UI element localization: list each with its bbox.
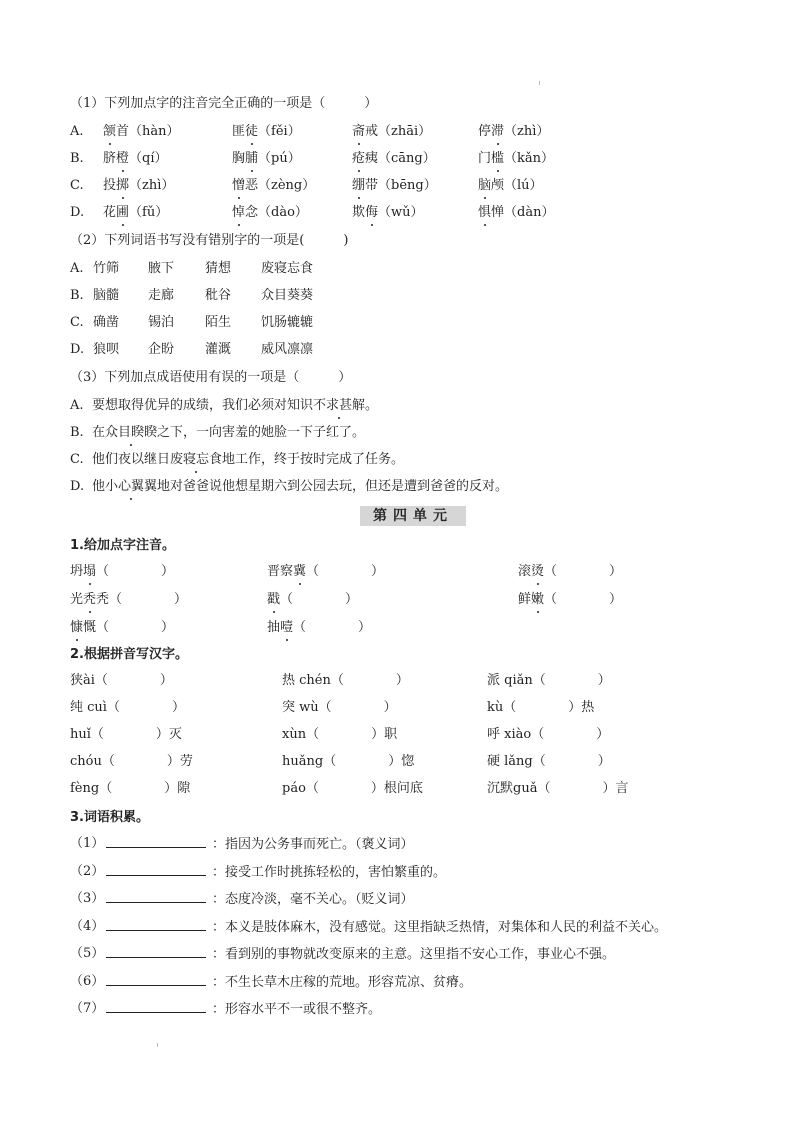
s3-definition: ：态度冷淡，毫不关心。（贬义词） bbox=[212, 892, 414, 907]
s1-item bbox=[518, 592, 622, 607]
s1-item bbox=[267, 620, 371, 635]
q3-sentence bbox=[92, 450, 404, 470]
s1-item bbox=[267, 564, 384, 579]
text: 念（dào） bbox=[245, 205, 308, 220]
q1-word-cell bbox=[352, 203, 424, 223]
s2-item: huǐ（ ）灭 bbox=[70, 727, 182, 742]
q1-word-cell bbox=[478, 176, 543, 196]
dotted-char: 烫 bbox=[531, 562, 544, 582]
dotted-char: 疮 bbox=[352, 149, 365, 169]
q1-word-cell bbox=[232, 122, 301, 142]
s2-row bbox=[0, 725, 794, 745]
answer-blank[interactable] bbox=[106, 972, 206, 986]
text: 秃（ ） bbox=[96, 592, 188, 607]
q3-sentence bbox=[92, 396, 378, 416]
s3-definition: ：本义是肢体麻木，没有感觉。这里指缺乏热情，对集体和人民的利益不关心。 bbox=[212, 919, 668, 935]
s3-item-row bbox=[0, 917, 794, 937]
s3-item-row bbox=[0, 972, 794, 992]
q1-word-cell bbox=[352, 176, 437, 196]
text: 痍（cāng） bbox=[365, 151, 436, 166]
option-label: C. bbox=[70, 315, 84, 330]
q3-option-row bbox=[0, 396, 794, 416]
text: （fěi） bbox=[258, 124, 301, 139]
q1-word-cell bbox=[103, 203, 168, 223]
text: （ ） bbox=[544, 564, 623, 579]
s1-item-cell bbox=[518, 562, 622, 582]
dotted-char: 惧 bbox=[478, 203, 491, 223]
dotted-char: 悼 bbox=[232, 203, 245, 223]
s3-item-body bbox=[106, 944, 615, 965]
dotted-char: 掷 bbox=[116, 176, 129, 196]
s1-row bbox=[0, 562, 794, 582]
text: 鲜 bbox=[518, 592, 532, 607]
option-label: D. bbox=[70, 205, 85, 220]
q2-stem-line bbox=[0, 231, 794, 251]
q1-word bbox=[478, 124, 549, 139]
dotted-char: 脯 bbox=[245, 149, 258, 169]
text: 颅（lú） bbox=[491, 178, 543, 193]
q1-word bbox=[352, 151, 436, 166]
s3-item-body bbox=[106, 889, 414, 910]
q1-word bbox=[352, 205, 424, 220]
s2-row bbox=[0, 671, 794, 691]
text: （ ） bbox=[280, 592, 359, 607]
s2-row bbox=[0, 698, 794, 718]
q1-word bbox=[103, 124, 180, 139]
q2-word: 锡泊 bbox=[148, 315, 175, 330]
q1-word-cell bbox=[103, 176, 174, 196]
q2-word: 饥肠辘辘 bbox=[261, 315, 314, 330]
s3-item-number: （3） bbox=[70, 891, 105, 906]
q2-word: 腋下 bbox=[148, 261, 175, 276]
s2-item: 呼 xiào（ ） bbox=[487, 727, 610, 742]
text: 光 bbox=[70, 592, 84, 607]
s3-item-row bbox=[0, 889, 794, 909]
text: 欺 bbox=[352, 205, 366, 220]
q3-stem: （3）下列加点成语使用有误的一项是（ ） bbox=[70, 370, 352, 385]
text: 胸 bbox=[232, 151, 246, 166]
s2-item: 沉默guǎ（ ）言 bbox=[487, 781, 629, 796]
text: 慨（ ） bbox=[83, 620, 175, 635]
dotted-char: 憎 bbox=[232, 176, 245, 196]
text: （pú） bbox=[258, 151, 301, 166]
s2-item: 突 wù（ ） bbox=[282, 700, 397, 715]
text: 门 bbox=[478, 151, 492, 166]
s2-item: páo（ ）根问底 bbox=[282, 781, 423, 796]
option-label: C. bbox=[70, 178, 84, 193]
text: 在 bbox=[92, 425, 106, 440]
text: 地工作，终于按时完成了任务。 bbox=[222, 452, 405, 467]
s2-item: 狭ài（ ） bbox=[70, 673, 173, 688]
q3-stem-line bbox=[0, 368, 794, 388]
s1-title: 1.给加点字注音。 bbox=[70, 538, 175, 553]
dotted-char: 颔 bbox=[103, 122, 116, 142]
q1-stem: （1）下列加点字的注音完全正确的一项是（ ） bbox=[70, 96, 378, 111]
q2-option-row bbox=[0, 259, 794, 279]
q1-word bbox=[232, 178, 315, 193]
text: 脐 bbox=[103, 151, 117, 166]
s1-item-cell bbox=[70, 618, 174, 638]
q2-word: 众目葵葵 bbox=[261, 288, 314, 303]
q2-word: 秕谷 bbox=[205, 288, 232, 303]
s3-item-number: （4） bbox=[70, 918, 105, 934]
q2-option-row bbox=[0, 340, 794, 360]
text: 地对爸爸说他想星期六到公园去玩，但还是遭到爸爸的反对。 bbox=[157, 479, 509, 494]
s2-item: kù（ ）热 bbox=[487, 700, 595, 715]
s3-item-number: （7） bbox=[70, 1001, 105, 1016]
text: 花 bbox=[103, 205, 117, 220]
text: 他 bbox=[92, 479, 106, 494]
q1-word bbox=[232, 205, 308, 220]
s3-item-body bbox=[106, 834, 414, 855]
dotted-char: 慷 bbox=[70, 618, 83, 638]
q1-option-row bbox=[0, 176, 794, 196]
s1-row bbox=[0, 618, 794, 638]
q1-word-cell bbox=[232, 149, 301, 169]
s2-item: 派 qiǎn（ ） bbox=[487, 673, 611, 688]
s3-definition: ：看到别的事物就改变原来的主意。这里指不安心工作，事业心不强。 bbox=[212, 947, 616, 962]
dotted-char: 塌 bbox=[83, 562, 96, 582]
q1-word bbox=[232, 124, 301, 139]
s3-item-number: （5） bbox=[70, 946, 105, 961]
text: 坍 bbox=[70, 564, 84, 579]
s3-item-number: （6） bbox=[70, 973, 105, 989]
q3-sentence bbox=[92, 477, 508, 497]
q2-word: 灌溉 bbox=[205, 342, 232, 357]
dotted-char: 冀 bbox=[293, 562, 306, 582]
s3-item-body bbox=[106, 972, 472, 993]
q2-option-row bbox=[0, 313, 794, 333]
text: （zhì） bbox=[129, 178, 175, 193]
q1-option-row bbox=[0, 122, 794, 142]
unit-title: 第四单元 bbox=[373, 508, 453, 524]
s3-item-body bbox=[106, 999, 381, 1020]
dotted-char: 秃 bbox=[83, 590, 96, 610]
q2-word: 威风凛凛 bbox=[261, 342, 314, 357]
q2-word: 确凿 bbox=[93, 315, 120, 330]
text: 投 bbox=[103, 178, 117, 193]
text: 匪 bbox=[232, 124, 246, 139]
q2-stem: （2）下列词语书写没有错别字的一项是( ) bbox=[70, 233, 349, 248]
option-label: A. bbox=[70, 398, 84, 413]
text: 抽 bbox=[267, 620, 281, 635]
option-label: B. bbox=[70, 151, 84, 166]
s1-title-line bbox=[0, 536, 794, 556]
text: （kǎn） bbox=[504, 151, 555, 166]
dotted-idiom: 众目睽睽 bbox=[105, 423, 157, 443]
s3-title-line bbox=[0, 808, 794, 828]
option-label: D. bbox=[70, 479, 85, 494]
q1-word bbox=[103, 178, 174, 193]
dotted-char: 戳 bbox=[267, 590, 280, 610]
s1-item-cell bbox=[267, 590, 358, 610]
q3-option-row bbox=[0, 423, 794, 443]
s3-item-row bbox=[0, 862, 794, 882]
dotted-char: 绷 bbox=[352, 176, 365, 196]
s2-item: huǎng（ ）惚 bbox=[282, 754, 415, 769]
q1-word-cell bbox=[232, 176, 315, 196]
q1-word-cell bbox=[352, 122, 431, 142]
q2-word: 陌生 bbox=[205, 315, 232, 330]
text: 他们夜以继日 bbox=[92, 452, 171, 467]
q2-word: 企盼 bbox=[148, 342, 175, 357]
option-label: D. bbox=[70, 342, 85, 357]
dotted-idiom: 废寝忘食 bbox=[170, 450, 222, 470]
text: 戒（zhāi） bbox=[365, 124, 432, 139]
q1-word-cell bbox=[478, 203, 554, 223]
text: （ ） bbox=[544, 592, 623, 607]
text: （ ） bbox=[306, 564, 385, 579]
q1-word bbox=[478, 205, 554, 220]
s2-item: fèng（ ）隙 bbox=[70, 781, 191, 796]
option-label: C. bbox=[70, 452, 84, 467]
s2-item: chóu（ ）劳 bbox=[70, 754, 193, 769]
s3-item-row bbox=[0, 944, 794, 964]
dotted-char: 滞 bbox=[491, 122, 504, 142]
q1-word-cell bbox=[478, 149, 554, 169]
q2-option-row bbox=[0, 286, 794, 306]
dotted-char: 噎 bbox=[280, 618, 293, 638]
s3-item-number: （1） bbox=[70, 836, 105, 851]
s1-item-cell bbox=[267, 562, 384, 582]
s2-item: 纯 cuì（ ） bbox=[70, 700, 185, 715]
s2-item: xùn（ ）职 bbox=[282, 727, 398, 742]
scan-speck bbox=[539, 81, 540, 85]
q3-option-row bbox=[0, 450, 794, 470]
answer-blank[interactable] bbox=[106, 862, 206, 876]
s3-item-body bbox=[106, 862, 446, 883]
s1-item bbox=[70, 620, 174, 635]
dotted-char: 槛 bbox=[491, 149, 504, 169]
s1-item-cell bbox=[70, 590, 187, 610]
q1-word bbox=[232, 151, 301, 166]
option-label: B. bbox=[70, 288, 84, 303]
q2-word: 猜想 bbox=[205, 261, 232, 276]
q1-word-cell bbox=[232, 203, 308, 223]
answer-blank[interactable] bbox=[106, 944, 206, 958]
q1-word bbox=[478, 178, 543, 193]
dotted-char: 徒 bbox=[245, 122, 258, 142]
s1-item-cell bbox=[267, 618, 371, 638]
s2-item: 热 chén（ ） bbox=[282, 673, 409, 688]
q1-word-cell bbox=[103, 122, 180, 142]
q3-sentence bbox=[92, 423, 365, 443]
s3-title: 3.词语积累。 bbox=[70, 810, 149, 825]
dotted-char: 圃 bbox=[116, 203, 129, 223]
dotted-idiom: 不求甚解 bbox=[313, 396, 365, 416]
q1-word bbox=[103, 151, 168, 166]
s3-definition: ：指因为公务事而死亡。（褒义词） bbox=[212, 837, 414, 852]
text: 晋察 bbox=[267, 564, 294, 579]
dotted-char: 脑 bbox=[478, 176, 491, 196]
s1-item bbox=[267, 592, 358, 607]
dotted-idiom: 小心翼翼 bbox=[105, 477, 157, 497]
text: 。 bbox=[365, 398, 379, 413]
answer-blank[interactable] bbox=[106, 917, 206, 931]
q2-word: 走廊 bbox=[148, 288, 175, 303]
dotted-char: 橙 bbox=[116, 149, 129, 169]
q1-word bbox=[103, 205, 168, 220]
q2-word: 脑髓 bbox=[93, 288, 120, 303]
q1-word-cell bbox=[352, 149, 436, 169]
q1-option-row bbox=[0, 149, 794, 169]
s3-item-row bbox=[0, 999, 794, 1019]
dotted-char: 嫩 bbox=[531, 590, 544, 610]
answer-blank[interactable] bbox=[106, 834, 206, 848]
text: 停 bbox=[478, 124, 492, 139]
text: 要想取得优异的成绩，我们必须对知识 bbox=[92, 398, 314, 413]
answer-blank[interactable] bbox=[106, 889, 206, 903]
s3-item-row bbox=[0, 834, 794, 854]
s2-row bbox=[0, 779, 794, 799]
text: 带（bēng） bbox=[365, 178, 437, 193]
s1-item-cell bbox=[518, 590, 622, 610]
q2-word: 狼呗 bbox=[93, 342, 120, 357]
q2-word: 废寝忘食 bbox=[261, 261, 314, 276]
text: 惮（dàn） bbox=[491, 205, 555, 220]
q1-option-row bbox=[0, 203, 794, 223]
option-label: B. bbox=[70, 425, 84, 440]
s3-definition: ：接受工作时挑拣轻松的，害怕繁重的。 bbox=[212, 864, 447, 880]
s1-row bbox=[0, 590, 794, 610]
s3-definition: ：不生长草木庄稼的荒地。形容荒凉、贫瘠。 bbox=[212, 974, 473, 990]
text: 恶（zèng） bbox=[245, 178, 316, 193]
s2-title: 2.根据拼音写汉字。 bbox=[70, 647, 188, 662]
text: （ ） bbox=[96, 564, 175, 579]
q1-word-cell bbox=[103, 149, 168, 169]
text: （wǔ） bbox=[378, 205, 424, 220]
s3-definition: ：形容水平不一或很不整齐。 bbox=[212, 1002, 382, 1017]
q1-word bbox=[352, 124, 431, 139]
text: （fǔ） bbox=[129, 205, 169, 220]
q1-word-cell bbox=[478, 122, 549, 142]
q2-word: 竹筛 bbox=[93, 261, 120, 276]
dotted-char: 侮 bbox=[365, 203, 378, 223]
option-label: A. bbox=[70, 124, 84, 139]
s3-item-number: （2） bbox=[70, 863, 105, 879]
s2-item: 硬 lǎng（ ） bbox=[487, 754, 611, 769]
q1-stem-line bbox=[0, 94, 794, 114]
dotted-char: 斋 bbox=[352, 122, 365, 142]
s2-title-line bbox=[0, 645, 794, 665]
scan-speck bbox=[157, 1043, 158, 1047]
text: （qí） bbox=[129, 151, 168, 166]
s2-row bbox=[0, 752, 794, 772]
text: 首（hàn） bbox=[116, 124, 180, 139]
q1-word bbox=[478, 151, 554, 166]
s1-item bbox=[70, 592, 187, 607]
text: 滚 bbox=[518, 564, 532, 579]
s3-item-body bbox=[106, 917, 667, 938]
q3-option-row bbox=[0, 477, 794, 497]
text: （ ） bbox=[293, 620, 372, 635]
s1-item bbox=[70, 564, 174, 579]
text: （zhì） bbox=[504, 124, 550, 139]
answer-blank[interactable] bbox=[106, 999, 206, 1013]
option-label: A. bbox=[70, 261, 84, 276]
q1-word bbox=[352, 178, 437, 193]
s1-item bbox=[518, 564, 622, 579]
text: 之下，一向害羞的她脸一下子红了。 bbox=[157, 425, 366, 440]
s1-item-cell bbox=[70, 562, 174, 582]
